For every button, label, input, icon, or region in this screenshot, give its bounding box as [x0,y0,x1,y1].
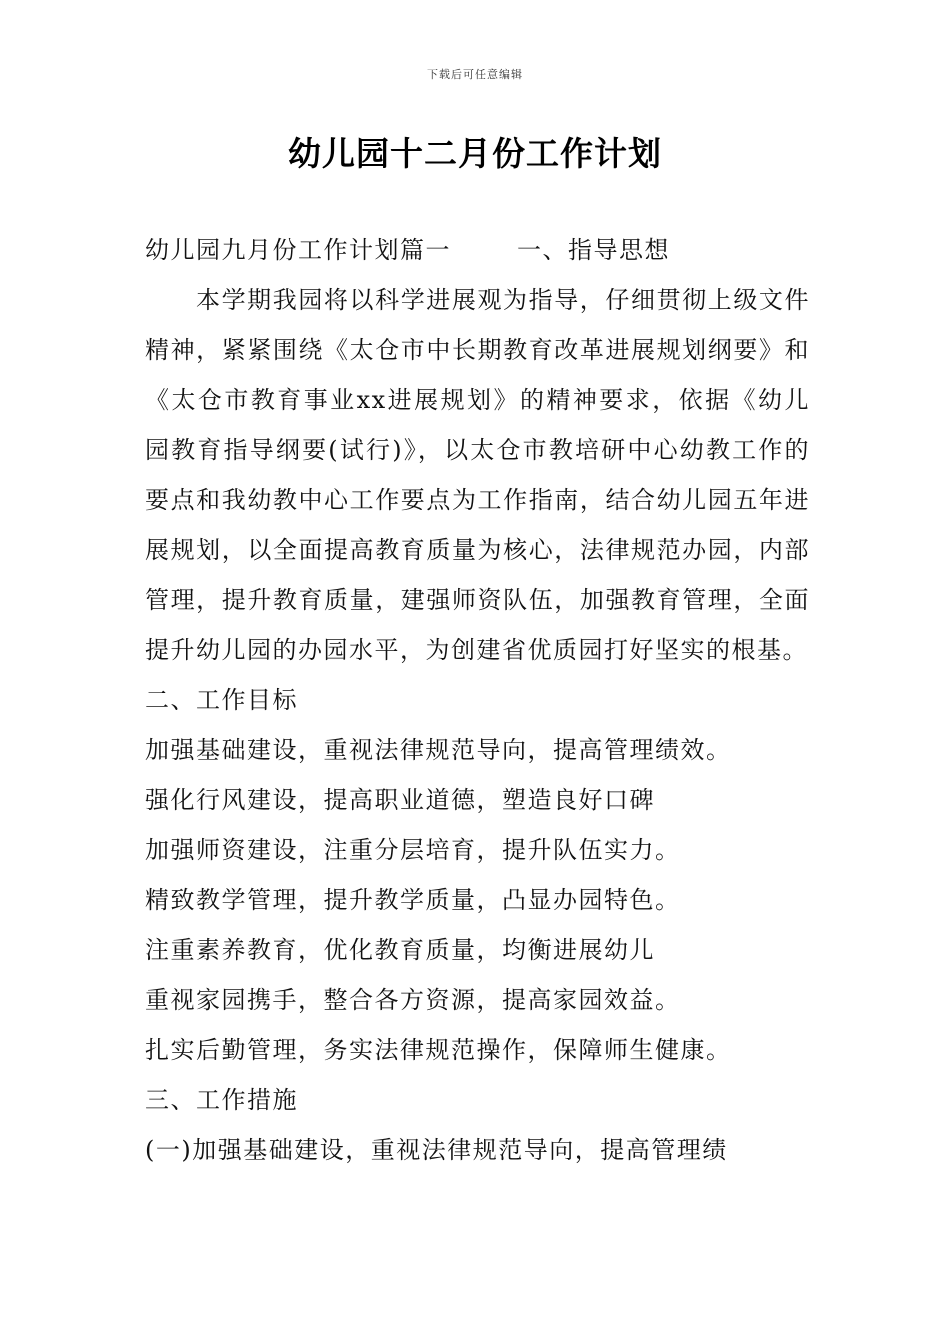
heading-work-goals: 二、工作目标 [145,686,298,714]
header-note: 下载后可任意编辑 [427,68,523,81]
goal-item: 重视家园携手，整合各方资源，提高家园效益。 [145,986,681,1014]
document-title: 幼儿园十二月份工作计划 [288,134,662,173]
intro-line [145,225,810,275]
goal-item: 强化行风建设，提高职业道德，塑造良好口碑 [145,786,655,814]
heading-guiding-ideology: 一、指导思想 [517,236,670,264]
goal-item: 扎实后勤管理，务实法律规范操作，保障师生健康。 [145,1036,732,1064]
goal-item: 精致教学管理，提升教学质量，凸显办园特色。 [145,886,681,914]
goal-item: 注重素养教育，优化教育质量，均衡进展幼儿 [145,936,655,964]
measure-item: (一)加强基础建设，重视法律规范导向，提高管理绩 [145,1136,728,1164]
document-body [145,225,810,1175]
heading-work-measures: 三、工作措施 [145,1086,298,1114]
goal-item: 加强师资建设，注重分层培育，提升队伍实力。 [145,836,681,864]
goal-item: 加强基础建设，重视法律规范导向，提高管理绩效。 [145,736,732,764]
paragraph-guiding-ideology: 本学期我园将以科学进展观为指导，仔细贯彻上级文件精神，紧紧围绕《太仓市中长期教育改革进展规划纲要》和《太仓市教育事业xx进展规划》的精神要求，依据《幼儿园教育指导纲要(试行)》，以太仓市教培研中心幼教工作的要点和我幼教中心工作要点为工作指南，结合幼儿园五年进展规划，以全面提高教育质量为核心，法律规范办园，内部管理，提升教育质量，建强师资队伍，加强教育管理，全面提升幼儿园的办园水平，为创建省优质园打好坚实的根基。 [145,286,810,664]
intro-subtitle: 幼儿园九月份工作计划篇一 [145,236,451,264]
